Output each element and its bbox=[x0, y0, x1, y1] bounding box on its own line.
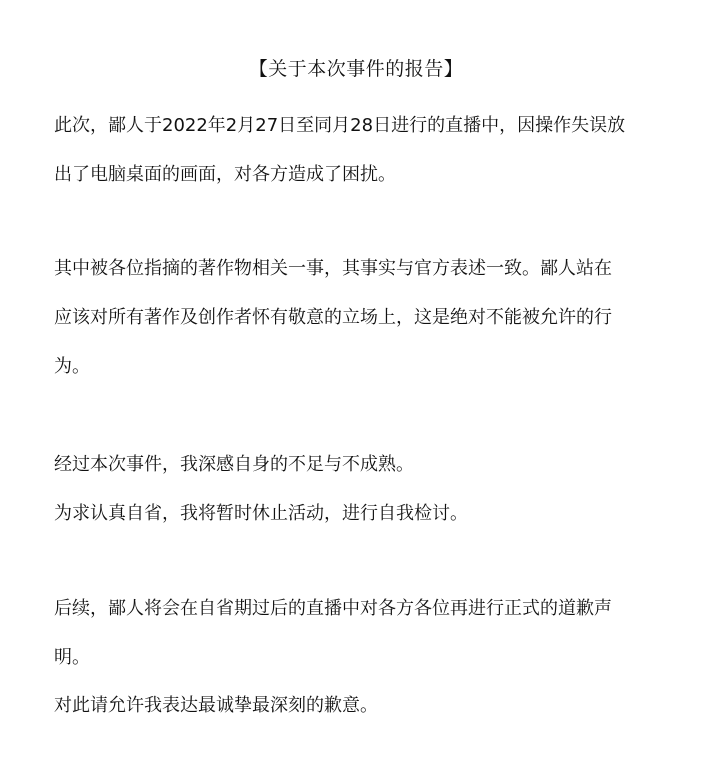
document-title: 【关于本次事件的报告】 bbox=[248, 58, 464, 80]
paragraph-line: 其中被各位指摘的著作物相关一事，其事实与官方表述一致。鄙人站在 bbox=[54, 258, 612, 279]
paragraph-line: 为求认真自省，我将暂时休止活动，进行自我检讨。 bbox=[54, 503, 468, 524]
paragraph-line: 后续，鄙人将会在自省期过后的直播中对各方各位再进行正式的道歉声 bbox=[54, 598, 612, 619]
paragraph-line: 经过本次事件，我深感自身的不足与不成熟。 bbox=[54, 454, 414, 475]
paragraph-line: 对此请允许我表达最诚挚最深刻的歉意。 bbox=[54, 695, 378, 716]
paragraph-line: 应该对所有著作及创作者怀有敬意的立场上，这是绝对不能被允许的行 bbox=[54, 307, 612, 328]
paragraph-line: 出了电脑桌面的画面，对各方造成了困扰。 bbox=[54, 164, 396, 185]
paragraph-line: 明。 bbox=[54, 647, 90, 668]
paragraph-line: 此次，鄙人于2022年2月27日至同月28日进行的直播中，因操作失误放 bbox=[54, 115, 626, 136]
paragraph-line: 为。 bbox=[54, 356, 90, 377]
